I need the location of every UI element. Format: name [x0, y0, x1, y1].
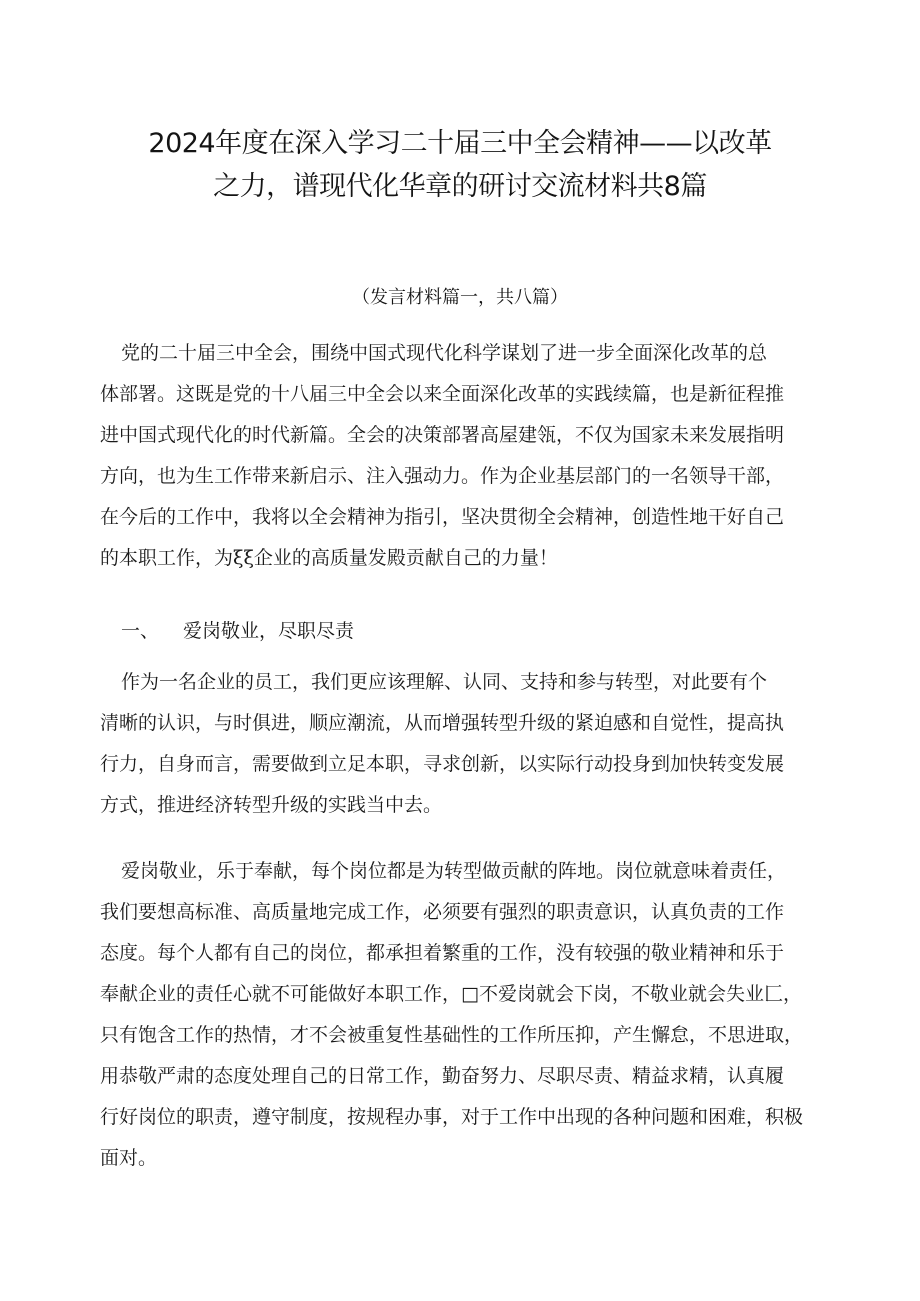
paragraph-line: 的本职工作，为ξξ企业的高质量发殿贡献自己的力量！	[100, 547, 558, 569]
title-line-1: 2024年度在深入学习二十届三中全会精神——以改革	[148, 128, 772, 159]
paragraph-line: 爱岗敬业，乐于奉献，每个岗位都是为转型做贡献的阵地。岗位就意味着责任，	[121, 860, 787, 882]
paragraph-line: 在今后的工作中，我将以全会精神为指引，坚决贯彻全会精神，创造性地干好自己	[100, 506, 785, 528]
paragraph-line: 只有饱含工作的热情，才不会被重复性基础性的工作所压抑，产生懈怠，不思进取，	[100, 1024, 804, 1046]
section-number: 一、	[121, 620, 160, 642]
paragraph-line: 作为一名企业的员工，我们更应该理解、认同、支持和参与转型，对此要有个	[121, 671, 768, 693]
section-title: 爱岗敬业，尽职尽责	[183, 620, 355, 642]
section-heading-1	[121, 616, 354, 646]
paragraph-line: 进中国式现代化的时代新篇。全会的决策部署高屋建瓴，不仅为国家未来发展指明	[100, 424, 785, 446]
paragraph-line: 体部署。这既是党的十八届三中全会以来全面深化改革的实践续篇，也是新征程推	[100, 383, 785, 405]
paragraph-section1-b	[100, 851, 864, 1179]
paragraph-section1-a	[100, 662, 864, 826]
paragraph-line: 奉献企业的责任心就不可能做好本职工作，□不爱岗就会下岗，不敬业就会失业匚，	[100, 983, 802, 1005]
paragraph-line: 用恭敬严肃的态度处理自己的日常工作，勤奋努力、尽职尽责、精益求精，认真履	[100, 1065, 785, 1087]
title-line-2: 之力，谱现代化华章的研讨交流材料共8篇	[213, 171, 707, 202]
paragraph-line: 清晰的认识，与时俱进，顺应潮流，从而增强转型升级的紧迫感和自觉性，提高执	[100, 712, 785, 734]
document-subtitle: （发言材料篇一，共八篇）	[352, 287, 568, 308]
paragraph-line: 面对。	[100, 1147, 158, 1169]
document-title	[90, 122, 830, 208]
paragraph-line: 态度。每个人都有自己的岗位，都承担着繁重的工作，没有较强的敬业精神和乐于	[100, 942, 785, 964]
paragraph-line: 行好岗位的职责，遵守制度，按规程办事，对于工作中出现的各种问题和困难，积极	[100, 1106, 804, 1128]
paragraph-intro	[100, 333, 864, 579]
paragraph-line: 党的二十届三中全会，围绕中国式现代化科学谋划了进一步全面深化改革的总	[121, 342, 768, 364]
paragraph-line: 方式，推进经济转型升级的实践当中去。	[100, 794, 443, 816]
paragraph-line: 行力，自身而言，需要做到立足本职，寻求创新，以实际行动投身到加快转变发展	[100, 753, 785, 775]
paragraph-line: 我们要想高标准、高质量地完成工作，必须要有强烈的职责意识，认真负责的工作	[100, 901, 785, 923]
paragraph-line: 方向，也为生工作带来新启示、注入强动力。作为企业基层部门的一名领导干部，	[100, 465, 785, 487]
